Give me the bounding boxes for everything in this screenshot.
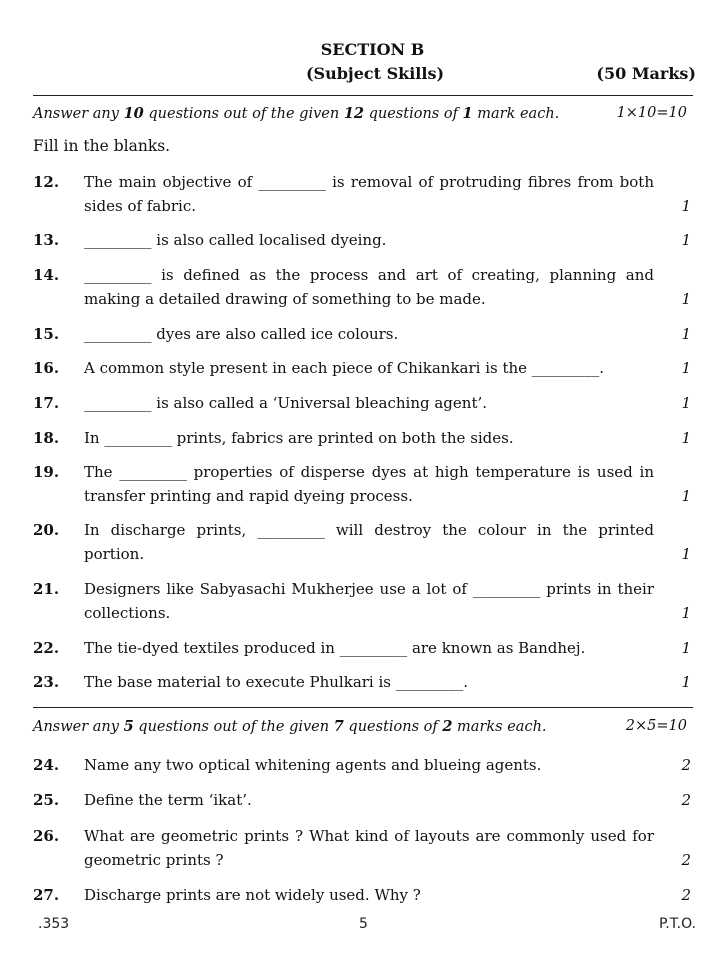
question-mark: 1: [681, 325, 691, 343]
question-number: 17.: [33, 394, 60, 412]
question-number: 22.: [33, 639, 60, 657]
question-mark: 2: [681, 886, 691, 904]
question-mark: 1: [681, 604, 691, 622]
page-number: 5: [359, 916, 368, 932]
question-mark: 1: [681, 673, 691, 691]
section-subtitle: (Subject Skills): [305, 64, 445, 83]
instruction-score: 2×5=10: [625, 718, 687, 734]
divider: [33, 707, 693, 708]
instruction-text: Answer any 5 questions out of the given 7 questions of 2 marks each.: [33, 718, 547, 735]
instruction-score: 1×10=10: [616, 105, 687, 121]
question-text: Name any two optical whitening agents and blueing agents.: [84, 756, 542, 774]
question-text: _________ is also called a ‘Universal bleaching agent’.: [84, 394, 488, 412]
question-number: 16.: [33, 359, 60, 377]
question-text: In discharge prints, _________ will destroy the colour in the printed portion.: [84, 521, 654, 563]
question-mark: 1: [681, 394, 691, 412]
question-number: 15.: [33, 325, 60, 343]
question-text: A common style present in each piece of Chikankari is the _________.: [84, 359, 605, 377]
paper-code: .353: [38, 916, 70, 932]
question-text: _________ is defined as the process and art of creating, planning and making a detailed drawing of something to be made.: [84, 266, 654, 308]
question-mark: 2: [681, 791, 691, 809]
question-text: In _________ prints, fabrics are printed on both the sides.: [84, 429, 514, 447]
question-mark: 2: [681, 756, 691, 774]
question-text: Designers like Sabyasachi Mukherjee use a lot of _________ prints in their collections.: [84, 580, 654, 622]
question-text: _________ dyes are also called ice colours.: [84, 325, 399, 343]
question-mark: 1: [681, 197, 691, 215]
question-mark: 1: [681, 359, 691, 377]
pto-label: P.T.O.: [659, 916, 696, 932]
question-mark: 1: [681, 545, 691, 563]
question-mark: 1: [681, 231, 691, 249]
section-marks: (50 Marks): [596, 64, 696, 83]
question-number: 20.: [33, 521, 60, 539]
question-text: The main objective of _________ is removal of protruding fibres from both sides of fabric.: [84, 173, 654, 215]
question-number: 18.: [33, 429, 60, 447]
question-number: 21.: [33, 580, 60, 598]
question-number: 23.: [33, 673, 60, 691]
question-mark: 1: [681, 429, 691, 447]
question-mark: 1: [681, 639, 691, 657]
question-mark: 1: [681, 487, 691, 505]
question-number: 12.: [33, 173, 60, 191]
question-number: 25.: [33, 791, 60, 809]
question-number: 19.: [33, 463, 60, 481]
question-text: Discharge prints are not widely used. Why ?: [84, 886, 421, 904]
fill-blanks-heading: Fill in the blanks.: [33, 137, 171, 155]
question-number: 13.: [33, 231, 60, 249]
question-mark: 2: [681, 851, 691, 869]
question-number: 24.: [33, 756, 60, 774]
question-text: The base material to execute Phulkari is _________.: [84, 673, 469, 691]
question-number: 26.: [33, 827, 60, 845]
question-number: 27.: [33, 886, 60, 904]
divider: [33, 95, 693, 96]
question-text: Define the term ‘ikat’.: [84, 791, 252, 809]
question-mark: 1: [681, 290, 691, 308]
instruction-text: Answer any 10 questions out of the given 12 questions of 1 mark each.: [33, 105, 560, 122]
question-text: The _________ properties of disperse dyes at high temperature is used in transfer printing and rapid dyeing process.: [84, 463, 654, 505]
question-number: 14.: [33, 266, 60, 284]
section-title: SECTION B: [320, 40, 425, 59]
instructions-2mark: [33, 718, 687, 735]
question-text: The tie-dyed textiles produced in _________ are known as Bandhej.: [84, 639, 586, 657]
instructions-1mark: [33, 105, 687, 122]
question-text: What are geometric prints ? What kind of layouts are commonly used for geometric prints ?: [84, 827, 654, 869]
question-text: _________ is also called localised dyeing.: [84, 231, 387, 249]
